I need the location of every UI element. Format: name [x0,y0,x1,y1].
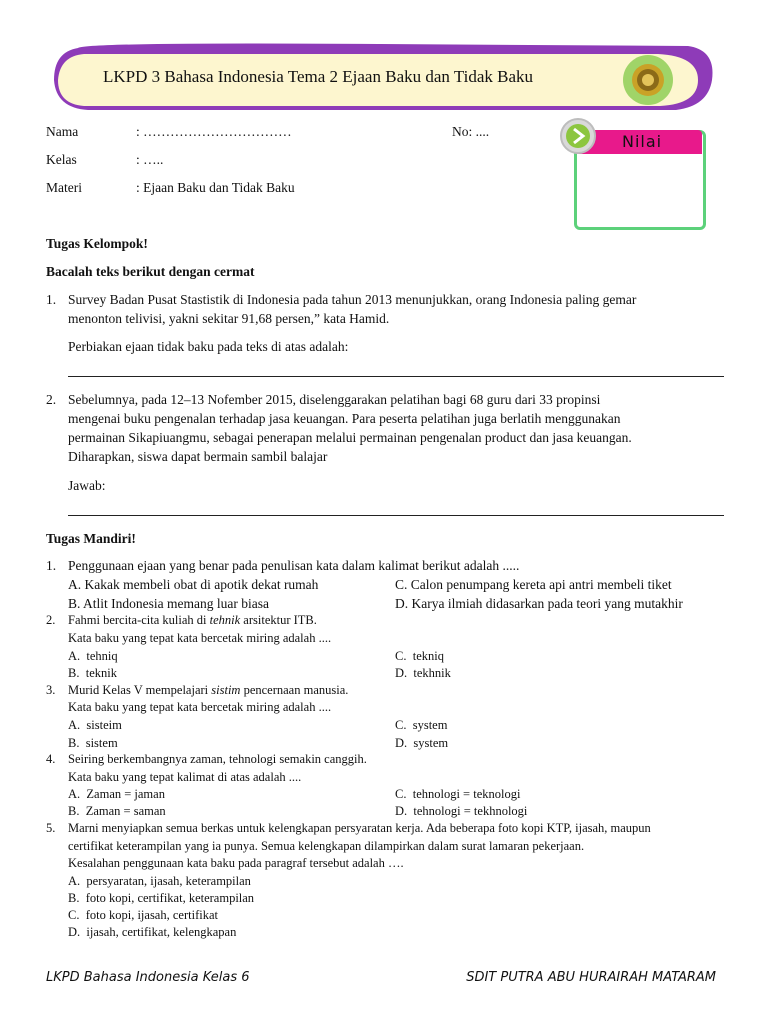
tm-q5-prompt: Kesalahan penggunaan kata baku pada paragraf tersebut adalah …. [68,856,404,870]
score-box [552,118,706,230]
materi-label: Materi [46,180,82,195]
title-banner [48,40,716,116]
tm-q3-option-b[interactable]: B. sistem [68,736,118,750]
section-heading-kelompok: Tugas Kelompok! [46,236,148,251]
instruction-text: Bacalah teks berikut dengan cermat [46,264,255,279]
tm-q1-option-c[interactable]: C. Calon penumpang kereta api antri membeli tiket [395,577,672,592]
no-field[interactable]: No: .... [452,124,490,139]
kelas-field[interactable]: : ….. [136,152,164,167]
page-title: LKPD 3 Bahasa Indonesia Tema 2 Ejaan Baku dan Tidak Baku [103,67,534,86]
footer-right: SDIT PUTRA ABU HURAIRAH MATARAM [466,970,716,985]
tk-q2-number: 2. [46,392,57,407]
tm-q3-option-c[interactable]: C. system [395,718,448,732]
tm-q1-option-d[interactable]: D. Karya ilmiah didasarkan pada teori yang mutakhir [395,596,683,611]
tm-q2-option-c[interactable]: C. tekniq [395,649,444,663]
tm-q5-number: 5. [46,821,56,835]
section-heading-mandiri: Tugas Mandiri! [46,531,136,546]
tm-q4-option-a[interactable]: A. Zaman = jaman [68,787,165,801]
tm-q5-option-b[interactable]: B. foto kopi, certifikat, keterampilan [68,891,255,905]
tk-q2-line: Sebelumnya, pada 12–13 Nofember 2015, diselenggarakan pelatihan bagi 68 guru dari 33 propinsi [68,392,601,407]
tk-q1-line: Survey Badan Pusat Stastistik di Indonesia pada tahun 2013 menunjukkan, orang Indonesia paling gemar [68,292,637,307]
tm-q3-text: Murid Kelas V mempelajari sistim pencernaan manusia. [68,683,349,697]
materi-value: : Ejaan Baku dan Tidak Baku [136,180,295,195]
tm-q4-prompt: Kata baku yang tepat kalimat di atas adalah .... [68,770,302,784]
arrow-badge-icon [558,118,600,156]
tm-q2-number: 2. [46,613,56,627]
tk-q1-prompt: Perbiakan ejaan tidak baku pada teks di atas adalah: [68,339,349,354]
tm-q3-prompt: Kata baku yang tepat kata bercetak miring adalah .... [68,700,332,714]
tm-q3-number: 3. [46,683,56,697]
tm-q4-number: 4. [46,752,56,766]
score-label: Nilai [622,132,663,151]
tm-q4-option-d[interactable]: D. tehnologi = tekhnologi [395,804,528,818]
footer-left: LKPD Bahasa Indonesia Kelas 6 [46,970,250,985]
tm-q5-option-c[interactable]: C. foto kopi, ijasah, certifikat [68,908,218,922]
tm-q3-option-a[interactable]: A. sisteim [68,718,122,732]
tk-q2-line: Diharapkan, siswa dapat bermain sambil balajar [68,449,328,464]
tm-q5-option-a[interactable]: A. persyaratan, ijasah, keterampilan [68,874,251,888]
tm-q5-line: Marni menyiapkan semua berkas untuk kelengkapan persyaratan kerja. Ada beberapa foto kopi KTP, ijasah, maupun [68,821,651,835]
tm-q4-text: Seiring berkembangnya zaman, tehnologi semakin canggih. [68,752,367,766]
tm-q2-option-a[interactable]: A. tehniq [68,649,118,663]
nama-label: Nama [46,124,79,139]
tm-q5-option-d[interactable]: D. ijasah, certifikat, kelengkapan [68,925,237,939]
tk-q2-line: mengenai buku pengenalan terhadap jasa keuangan. Para peserta pelatihan juga berlatih menggunakan [68,411,621,426]
tm-q1-option-b[interactable]: B. Atlit Indonesia memang luar biasa [68,596,269,611]
tm-q1-option-a[interactable]: A. Kakak membeli obat di apotik dekat rumah [68,577,319,592]
tm-q4-option-b[interactable]: B. Zaman = saman [68,804,166,818]
tk-q1-number: 1. [46,292,57,307]
tk-q2-line: permainan Sikapiuangmu, sebagai penerapan melalui permainan pengenalan product dan jasa keuangan. [68,430,632,445]
tm-q1-number: 1. [46,558,57,573]
tk-q1-line: menonton telivisi, yakni sekitar 91,68 persen,” kata Hamid. [68,311,390,326]
tm-q2-text: Fahmi bercita-cita kuliah di tehnik arsitektur ITB. [68,613,317,627]
tm-q4-option-c[interactable]: C. tehnologi = teknologi [395,787,521,801]
tk-q2-answer-line[interactable] [68,515,724,516]
tm-q2-option-d[interactable]: D. tekhnik [395,666,451,680]
tm-q5-line: certifikat keterampilan yang ia punya. Semua kelengkapan dilampirkan dalam surat lamaran pekerjaan. [68,839,585,853]
tk-q1-answer-line[interactable] [68,376,724,377]
italic-word: sistim [211,683,241,697]
tm-q2-prompt: Kata baku yang tepat kata bercetak miring adalah .... [68,631,332,645]
tm-q2-option-b[interactable]: B. teknik [68,666,117,680]
tm-q3-option-d[interactable]: D. system [395,736,449,750]
tm-q1-text: Penggunaan ejaan yang benar pada penulisan kata dalam kalimat berikut adalah ..... [68,558,520,573]
nama-field[interactable]: : …………………………… [136,124,292,139]
tk-q2-prompt: Jawab: [68,478,106,493]
kelas-label: Kelas [46,152,77,167]
italic-word: tehnik [209,613,241,627]
